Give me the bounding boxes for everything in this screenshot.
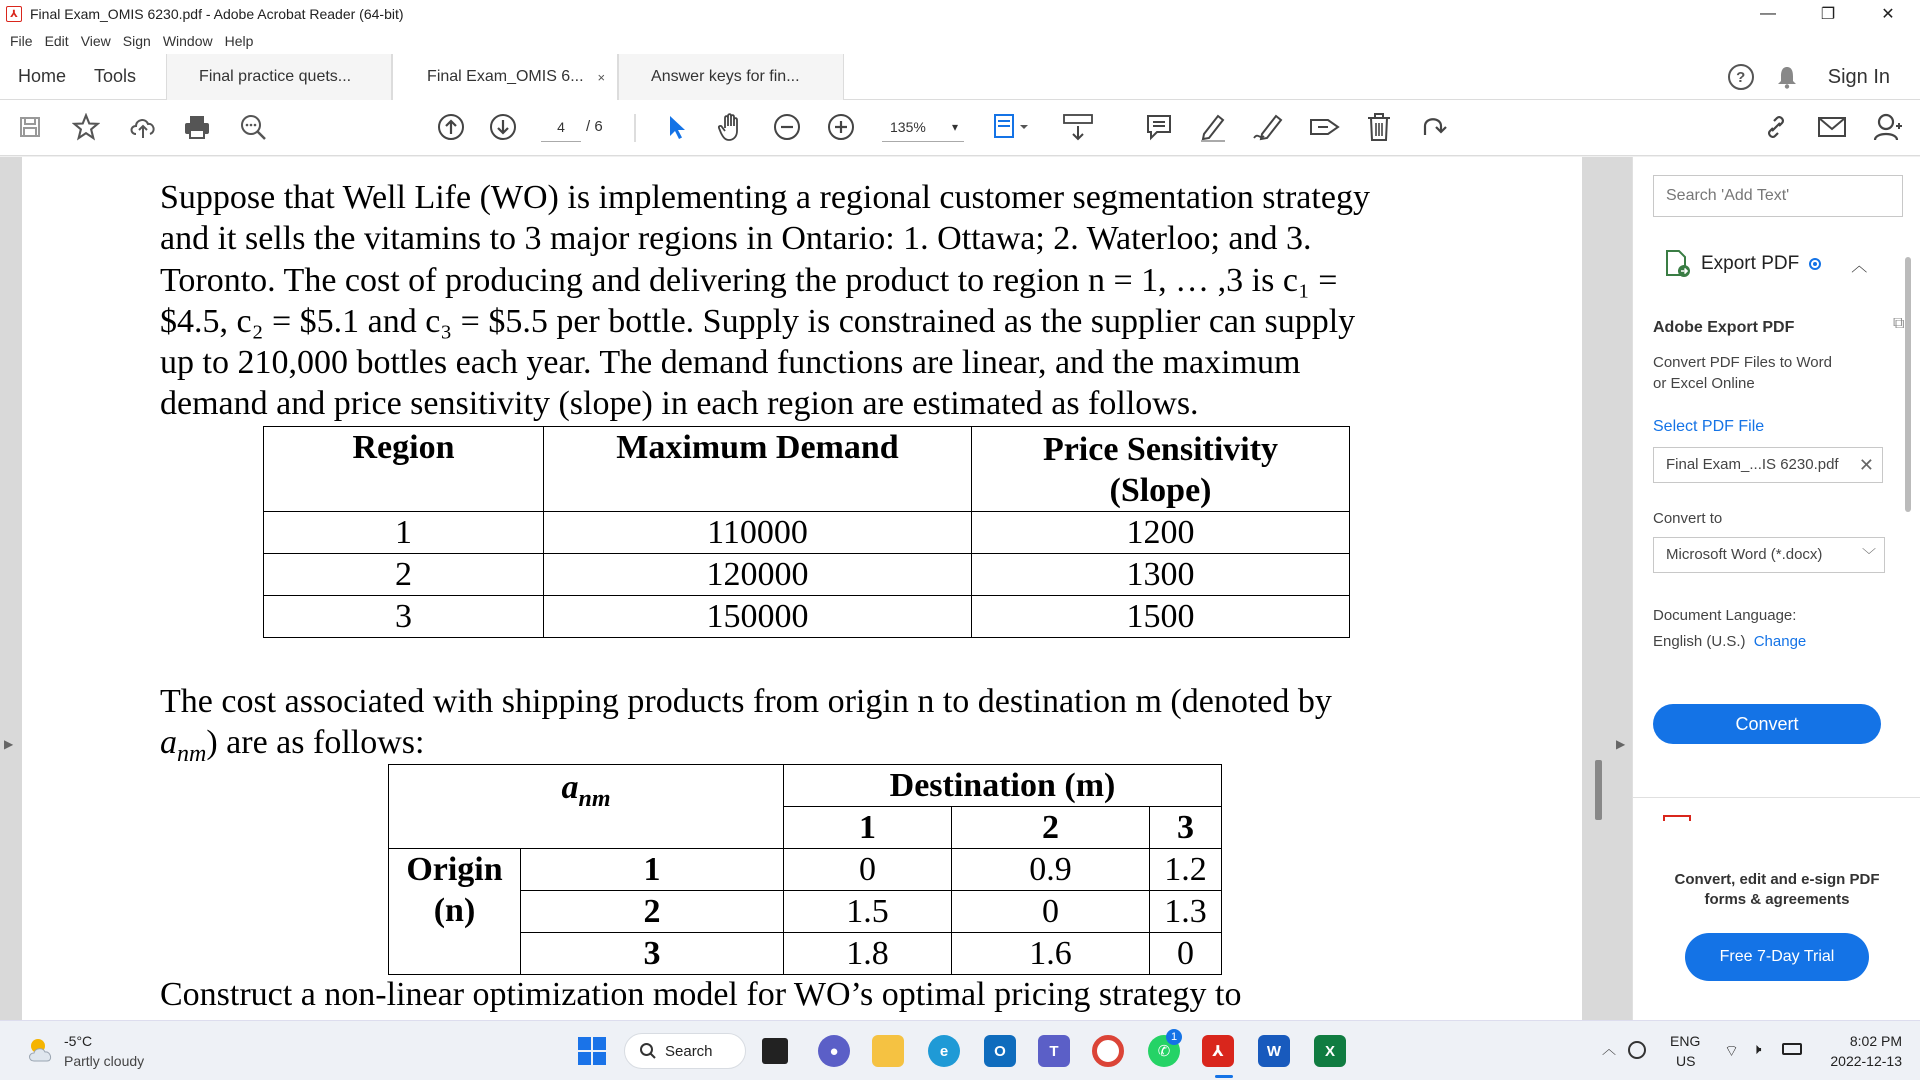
left-pane-toggle-icon[interactable]: ▶ (4, 737, 14, 751)
onedrive-icon[interactable] (1628, 1041, 1646, 1059)
help-icon[interactable]: ? (1728, 64, 1754, 90)
comment-icon[interactable] (1142, 110, 1176, 144)
volume-icon[interactable]: 🕨 (1752, 1041, 1762, 1058)
language-eng[interactable]: ENG (1670, 1033, 1701, 1049)
right-pane-toggle-icon[interactable]: ▶ (1616, 737, 1626, 751)
tab-label: Final practice quets... (199, 68, 352, 85)
origin-row-label: 2 (521, 891, 784, 933)
nm-subscript: nm (578, 785, 611, 812)
teams-chat-icon[interactable]: ● (818, 1035, 850, 1067)
right-tools-pane (1632, 157, 1920, 1020)
copy-icon[interactable]: ⧉ (1893, 315, 1905, 332)
origin-row-label: 3 (521, 933, 784, 975)
tab-label: Final Exam_OMIS 6... (427, 68, 584, 85)
battery-icon[interactable] (1782, 1043, 1802, 1055)
page-total: / 6 (586, 118, 603, 135)
menu-edit[interactable]: Edit (44, 33, 69, 49)
language-name: English (U.S.) (1653, 633, 1746, 650)
stamp-tag-icon[interactable] (1306, 110, 1344, 144)
draw-pen-icon[interactable] (1250, 110, 1290, 144)
wifi-icon[interactable]: ⌔ (1724, 1043, 1740, 1060)
para1-line1: Suppose that Well Life (WO) is implementing a regional customer segmentation strategy (160, 179, 1370, 216)
para1-line6: demand and price sensitivity (slope) in each region are estimated as follows. (160, 385, 1199, 422)
page-up-icon[interactable] (434, 110, 468, 144)
weather-partly-cloudy-icon[interactable] (24, 1033, 58, 1067)
notification-badge: 1 (1166, 1029, 1182, 1045)
zoom-level-select[interactable]: 135% ▾ (882, 112, 964, 142)
table-row (264, 512, 1350, 554)
para2-line1: The cost associated with shipping products from origin n to destination m (denoted by (160, 683, 1332, 720)
table-cell: 1200 (972, 512, 1350, 554)
table-cell: 0 (1150, 933, 1222, 975)
active-app-indicator (1215, 1075, 1233, 1078)
minimize-button[interactable]: — (1760, 5, 1776, 22)
taskbar (0, 1020, 1920, 1080)
remove-file-icon[interactable]: ✕ (1858, 455, 1874, 475)
menu-bar (0, 28, 1920, 54)
header-line: (Slope) (1109, 472, 1212, 509)
add-user-icon[interactable] (1870, 110, 1906, 144)
para1-line5: up to 210,000 bottles each year. The demand functions are linear, and the maximum (160, 344, 1301, 381)
para3-line1: Construct a non-linear optimization model for WO’s optimal pricing strategy to (160, 976, 1242, 1013)
table-cell: 0 (784, 849, 952, 891)
shipping-cost-table (388, 764, 1222, 975)
whatsapp-icon[interactable]: ✆ (1148, 1035, 1180, 1067)
chrome-icon[interactable] (1092, 1035, 1124, 1067)
menu-view[interactable]: View (80, 33, 111, 49)
taskbar-search[interactable] (624, 1033, 746, 1069)
page-down-icon[interactable] (486, 110, 520, 144)
language-value (1653, 631, 1806, 652)
header-line: Price Sensitivity (1042, 431, 1279, 468)
pdf-page (22, 157, 1582, 1020)
promo-line1: Convert, edit and e-sign PDF (1674, 871, 1880, 888)
table-cell: 120000 (544, 554, 972, 596)
print-icon[interactable] (180, 110, 214, 144)
dest-col-2: 2 (952, 807, 1150, 849)
col-header-region: Region (264, 427, 544, 512)
col-header-price-sensitivity (972, 427, 1350, 512)
upload-cloud-icon[interactable] (126, 110, 160, 144)
select-pdf-file-link[interactable]: Select PDF File (1653, 418, 1765, 435)
window-title: Final Exam_OMIS 6230.pdf - Adobe Acrobat Reader (64-bit) (30, 6, 404, 22)
a-nm-subscript: nm (177, 740, 207, 767)
para2-line2 (160, 722, 424, 775)
edit-pdf-icon (1663, 815, 1691, 821)
toolbar-divider (634, 114, 636, 142)
tab-tools[interactable]: Tools (94, 66, 137, 86)
table-row (264, 596, 1350, 638)
word-icon[interactable]: W (1258, 1035, 1290, 1067)
table-cell: 1300 (972, 554, 1350, 596)
doc-language-label: Document Language: (1653, 607, 1797, 624)
start-tile (593, 1037, 606, 1050)
convert-to-label: Convert to (1653, 510, 1723, 527)
export-pdf-icon (1663, 249, 1693, 279)
a-symbol: a (561, 769, 579, 806)
acrobat-icon: ⅄ (6, 6, 22, 22)
table-cell: 1.2 (1150, 849, 1222, 891)
weather-desc: Partly cloudy (64, 1053, 145, 1069)
table-cell: 0 (952, 891, 1150, 933)
page-scrollbar[interactable] (1595, 760, 1602, 820)
menu-file[interactable]: File (10, 33, 33, 49)
acrobat-taskbar-icon[interactable]: ⅄ (1202, 1035, 1234, 1067)
clock-date[interactable]: 2022-12-13 (1830, 1053, 1902, 1069)
demand-table (263, 426, 1350, 638)
menu-help[interactable]: Help (224, 33, 254, 49)
para1-line3: Toronto. The cost of producing and delivering the product to region n = 1, … ,3 is c₁ = (160, 262, 1338, 299)
tab-answer-keys[interactable] (618, 54, 844, 100)
para1-line2: and it sells the vitamins to 3 major regions in Ontario: 1. Ottawa; 2. Waterloo; and 3. (160, 220, 1312, 257)
table-cell: 1.6 (952, 933, 1150, 975)
start-tile (593, 1052, 606, 1065)
convert-desc-line2: or Excel Online (1653, 375, 1755, 392)
convert-desc-line1: Convert PDF Files to Word (1653, 354, 1832, 371)
info-dot-icon (1809, 258, 1821, 270)
zoom-search-icon[interactable] (236, 110, 270, 144)
promo-line2: forms & agreements (1704, 891, 1850, 908)
tool-search-input[interactable]: Search 'Add Text' (1653, 175, 1903, 217)
bell-icon[interactable] (1776, 65, 1798, 89)
file-explorer-icon[interactable] (872, 1035, 904, 1067)
table-cell: 1.5 (784, 891, 952, 933)
origin-label (389, 849, 521, 975)
export-pdf-header[interactable] (1663, 249, 1867, 279)
page-number-input[interactable]: 4 (541, 112, 581, 142)
table-cell: 1.3 (1150, 891, 1222, 933)
panel-divider (1633, 797, 1920, 798)
tab-label: Answer keys for fin... (651, 68, 800, 85)
fit-page-icon[interactable] (990, 110, 1034, 144)
start-tile (578, 1052, 591, 1065)
document-viewer[interactable] (0, 157, 1632, 1020)
language-us[interactable]: US (1676, 1053, 1696, 1069)
table-row (389, 849, 1222, 891)
tab-final-exam[interactable] (392, 54, 618, 100)
zoom-out-icon[interactable] (770, 110, 804, 144)
star-icon[interactable] (70, 110, 102, 144)
format-select[interactable] (1653, 537, 1885, 573)
select-cursor-icon[interactable] (664, 110, 690, 144)
scroll-mode-icon[interactable] (1060, 110, 1096, 144)
menu-window[interactable]: Window (162, 33, 213, 49)
table-cell: 2 (264, 554, 544, 596)
share-link-icon[interactable] (1758, 110, 1794, 144)
task-view-icon[interactable] (762, 1038, 788, 1064)
table-cell: 110000 (544, 512, 972, 554)
teams-icon[interactable]: T (1038, 1035, 1070, 1067)
table-cell: 150000 (544, 596, 972, 638)
close-button[interactable]: ✕ (1881, 6, 1895, 23)
change-language-link[interactable]: Change (1753, 633, 1807, 650)
weather-temp: -5°C (64, 1033, 93, 1049)
table-cell: 1500 (972, 596, 1350, 638)
zoom-in-icon[interactable] (824, 110, 858, 144)
restore-button[interactable]: ❐ (1820, 6, 1836, 23)
export-pdf-title: Export PDF (1701, 253, 1800, 274)
para2-rest: ) are as follows: (206, 724, 425, 761)
tab-close-icon[interactable]: × (597, 69, 606, 85)
email-icon[interactable] (1814, 110, 1850, 144)
tab-final-practice[interactable] (166, 54, 392, 100)
corner-header (389, 765, 784, 849)
show-hidden-icons[interactable]: ︿ (1602, 1041, 1616, 1057)
col-header-max-demand: Maximum Demand (544, 427, 972, 512)
adobe-export-heading: Adobe Export PDF (1653, 319, 1795, 336)
tab-bar (0, 54, 1920, 100)
chevron-down-icon: ﹀ (1862, 547, 1876, 563)
windows-start-icon[interactable] (578, 1037, 606, 1065)
a-nm-symbol: a (160, 724, 177, 761)
menu-sign[interactable]: Sign (122, 33, 151, 49)
redo-icon[interactable] (1416, 110, 1450, 144)
delete-icon[interactable] (1364, 110, 1394, 144)
selected-file-field[interactable] (1653, 447, 1883, 483)
format-value: Microsoft Word (*.docx) (1666, 546, 1823, 563)
sign-in-link[interactable]: Sign In (1827, 65, 1890, 88)
start-tile (578, 1037, 591, 1050)
table-cell: 1.8 (784, 933, 952, 975)
search-icon (639, 1042, 657, 1060)
convert-button[interactable]: Convert (1653, 704, 1881, 744)
hand-tool-icon[interactable] (714, 110, 748, 144)
title-bar (0, 0, 1920, 28)
file-name: Final Exam_...IS 6230.pdf (1666, 456, 1839, 473)
dest-col-3: 3 (1150, 807, 1222, 849)
edge-browser-icon[interactable]: e (928, 1035, 960, 1067)
origin-label-line: (n) (433, 892, 476, 929)
origin-label-line: Origin (406, 851, 503, 888)
table-cell: 0.9 (952, 849, 1150, 891)
panel-scrollbar[interactable] (1905, 257, 1911, 512)
table-row (264, 554, 1350, 596)
collapse-chevron-up-icon[interactable]: ︿ (1851, 257, 1868, 275)
para1-line4: $4.5, c₂ = $5.1 and c₃ = $5.5 per bottle. Supply is constrained as the supplier can supply (160, 303, 1356, 340)
free-trial-button[interactable]: Free 7-Day Trial (1685, 933, 1869, 981)
table-cell: 1 (264, 512, 544, 554)
table-cell: 3 (264, 596, 544, 638)
excel-icon[interactable]: X (1314, 1035, 1346, 1067)
origin-row-label: 1 (521, 849, 784, 891)
outlook-icon[interactable]: O (984, 1035, 1016, 1067)
destination-header: Destination (m) (784, 765, 1222, 807)
highlight-pen-icon[interactable] (1196, 110, 1230, 144)
save-icon[interactable] (16, 110, 44, 144)
search-label: Search (665, 1042, 713, 1060)
tab-home[interactable]: Home (18, 66, 67, 86)
dest-col-1: 1 (784, 807, 952, 849)
clock-time[interactable]: 8:02 PM (1849, 1033, 1902, 1049)
